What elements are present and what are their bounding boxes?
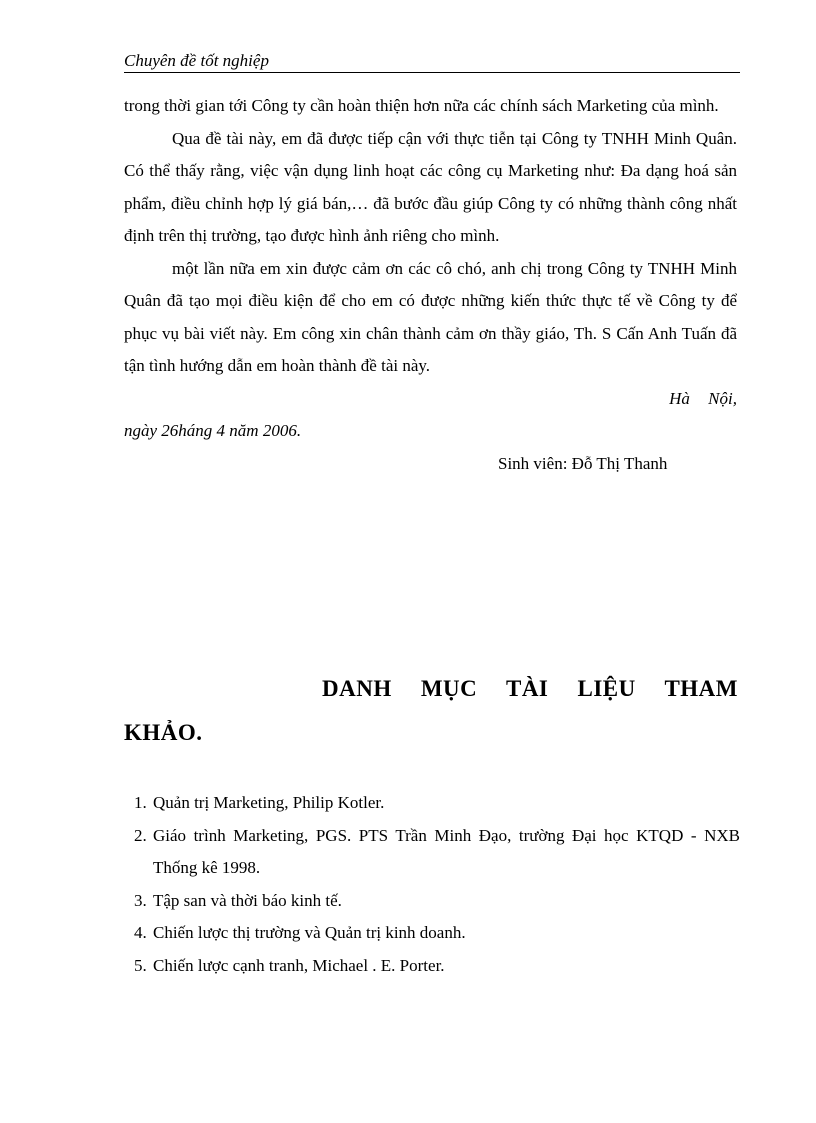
references-heading-line2: KHẢO.	[124, 720, 203, 745]
reference-text: Chiến lược cạnh tranh, Michael . E. Porter.	[153, 955, 445, 975]
signature-student: Sinh viên: Đỗ Thị Thanh	[498, 453, 668, 473]
reference-text: Quản trị Marketing, Philip Kotler.	[153, 793, 385, 812]
reference-number: 1.	[134, 793, 147, 812]
paragraph-acknowledgement: một lần nữa em xin được cảm ơn các cô chó, anh chị trong Công ty TNHH Minh Quân đã tạo mọi điều kiện để cho em có được những kiến thức thực tế về Công ty để phục vụ bài viết này. Em công xin chân thành cảm ơn thầy giáo, Th. S Cấn Anh Tuấn đã tận tình hướng dẫn em hoàn thành đề tài này.	[124, 258, 737, 375]
reference-number: 4.	[134, 923, 147, 942]
reference-item	[134, 917, 740, 950]
reference-item	[134, 885, 740, 918]
reference-number: 5.	[134, 955, 147, 975]
reference-item	[134, 950, 740, 983]
reference-text: Tập san và thời báo kinh tế.	[153, 890, 342, 910]
reference-item	[134, 820, 740, 885]
signature-place: Hà Nội,	[669, 388, 737, 408]
main-content	[124, 90, 737, 480]
reference-text: Chiến lược thị trường và Quản trị kinh doanh.	[153, 923, 466, 942]
paragraph-topic-summary: Qua đề tài này, em đã được tiếp cận với thực tiễn tại Công ty TNHH Minh Quân. Có thể thấy rằng, việc vận dụng linh hoạt các công cụ Marketing như: Đa dạng hoá sản phẩm, điều chỉnh hợp lý giá bán,… đã bước đầu giúp Công ty có những thành công nhất định trên thị trường, tạo được hình ảnh riêng cho mình.	[124, 128, 737, 245]
references-heading	[124, 671, 738, 751]
reference-item	[134, 787, 740, 820]
header-title: Chuyên đề tốt nghiệp	[124, 51, 269, 70]
page-header	[124, 50, 740, 73]
references-heading-line1: DANH MỤC TÀI LIỆU THAM	[322, 676, 738, 701]
reference-number: 3.	[134, 890, 147, 910]
reference-text: Giáo trình Marketing, PGS. PTS Trần Minh Đạo, trường Đại học KTQD - NXB Thống kê 1998.	[153, 825, 740, 877]
reference-number: 2.	[134, 825, 147, 845]
paragraph-conclusion-end: trong thời gian tới Công ty cần hoàn thiện hơn nữa các chính sách Marketing của mình.	[124, 96, 719, 115]
references-list	[134, 787, 740, 982]
signature-date: ngày 26háng 4 năm 2006.	[124, 421, 302, 440]
